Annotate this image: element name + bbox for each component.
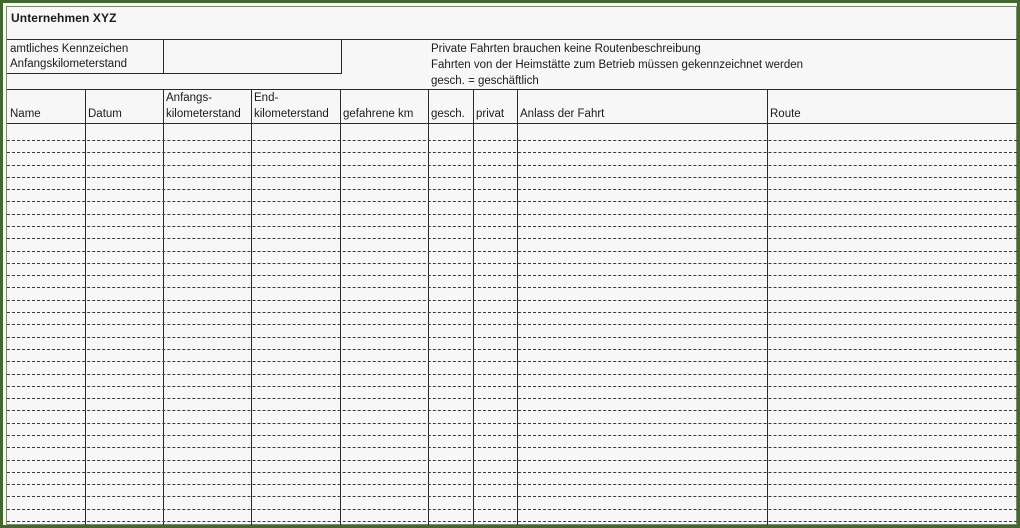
note-home-trips: Fahrten von der Heimstätte zum Betrieb müssen gekennzeichnet werden [431, 59, 804, 71]
table-row[interactable] [7, 300, 1017, 301]
column-header-end-km: kilometerstand [254, 108, 329, 120]
table-row[interactable] [7, 275, 1017, 276]
table-row[interactable] [7, 287, 1017, 288]
column-header-driven-km: gefahrene km [343, 108, 414, 120]
table-row[interactable] [7, 521, 1017, 522]
table-row[interactable] [7, 349, 1017, 350]
table-row[interactable] [7, 398, 1017, 399]
table-row[interactable] [7, 214, 1017, 215]
table-row[interactable] [7, 386, 1017, 387]
logbook-sheet [6, 6, 1017, 525]
column-header-purpose: Anlass der Fahrt [520, 108, 605, 120]
table-row[interactable] [7, 337, 1017, 338]
table-row[interactable] [7, 410, 1017, 411]
table-row[interactable] [7, 189, 1017, 190]
column-header-business: gesch. [431, 108, 465, 120]
column-header-start-km-line1: Anfangs- [166, 92, 213, 104]
info-divider-1 [163, 39, 164, 73]
column-header-route: Route [770, 108, 801, 120]
table-row[interactable] [7, 226, 1017, 227]
column-header-start-km: kilometerstand [166, 108, 241, 120]
info-divider-2 [341, 39, 342, 73]
table-row[interactable] [7, 460, 1017, 461]
table-row[interactable] [7, 423, 1017, 424]
table-row[interactable] [7, 484, 1017, 485]
info-mid-border [7, 73, 342, 74]
column-header-datum: Datum [88, 108, 122, 120]
table-row[interactable] [7, 152, 1017, 153]
column-header-name: Name [10, 108, 41, 120]
table-row[interactable] [7, 312, 1017, 313]
table-row[interactable] [7, 263, 1017, 264]
table-row[interactable] [7, 361, 1017, 362]
table-row[interactable] [7, 324, 1017, 325]
header-bottom-border [7, 123, 1017, 124]
header-top-border [7, 89, 1017, 90]
table-row[interactable] [7, 177, 1017, 178]
column-header-end-km-line1: End- [254, 92, 279, 104]
table-row[interactable] [7, 447, 1017, 448]
table-row[interactable] [7, 509, 1017, 510]
table-row[interactable] [7, 496, 1017, 497]
table-row[interactable] [7, 251, 1017, 252]
note-abbreviation: gesch. = geschäftlich [431, 75, 539, 87]
info-top-border [7, 39, 1017, 40]
company-title: Unternehmen XYZ [11, 11, 117, 25]
table-row[interactable] [7, 165, 1017, 166]
table-row[interactable] [7, 374, 1017, 375]
table-row[interactable] [7, 140, 1017, 141]
note-private-trips: Private Fahrten brauchen keine Routenbeschreibung [431, 43, 701, 55]
column-header-private: privat [476, 108, 505, 120]
start-mileage-label: Anfangskilometerstand [10, 58, 127, 70]
table-row[interactable] [7, 238, 1017, 239]
table-row[interactable] [7, 201, 1017, 202]
table-row[interactable] [7, 435, 1017, 436]
table-row[interactable] [7, 472, 1017, 473]
license-plate-label: amtliches Kennzeichen [10, 43, 129, 55]
